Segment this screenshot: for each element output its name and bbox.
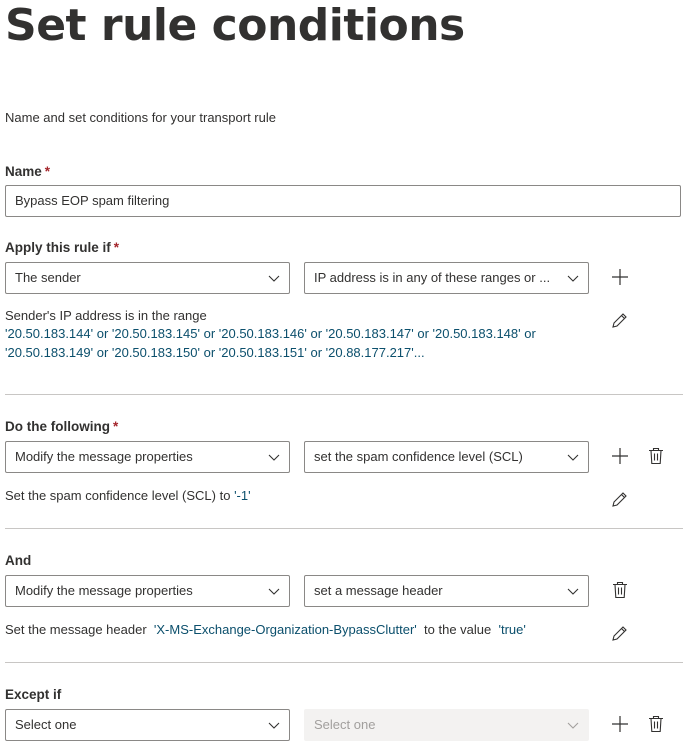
action-type-dropdown[interactable] [304,441,589,473]
chevron-down-icon [268,585,280,597]
delete-action-button[interactable] [645,445,667,467]
add-icon [611,268,629,286]
name-label [5,164,50,179]
section-divider [5,394,683,395]
condition-predicate-dropdown[interactable] [304,262,589,294]
chevron-down-icon [567,451,579,463]
do-following-label [5,419,118,434]
add-icon [611,715,629,733]
delete-icon [648,715,664,733]
delete-and-action-button[interactable] [609,579,631,601]
and-description [5,620,526,639]
section-divider [5,662,683,663]
add-condition-button[interactable] [609,266,631,288]
name-input[interactable]: Bypass EOP spam filtering [5,185,681,217]
action-category-dropdown[interactable] [5,441,290,473]
dropdown-value: Modify the message properties [15,449,193,464]
edit-icon [610,625,628,643]
condition-description: Sender's IP address is in the range [5,308,207,323]
header-value-link[interactable]: 'true' [498,622,526,637]
except-if-label: Except if [5,687,62,702]
and-label: And [5,553,32,568]
exception-subject-dropdown[interactable] [5,709,290,741]
and-description-prefix: Set the message header [5,622,151,637]
dropdown-value: Modify the message properties [15,583,193,598]
apply-if-label-text: Apply this rule if [5,240,111,255]
and-description-mid: to the value [420,622,495,637]
dropdown-value: IP address is in any of these ranges or ... [314,270,551,285]
and-category-dropdown[interactable] [5,575,290,607]
exception-predicate-dropdown [304,709,589,741]
chevron-down-icon [567,272,579,284]
action-description-text: Set the spam confidence level (SCL) to [5,488,235,503]
chevron-down-icon [268,451,280,463]
section-divider [5,528,683,529]
ip-range-link[interactable]: '20.50.183.144' or '20.50.183.145' or '20.50.183.146' or '20.50.183.147' or '20.50.183.148' or '20.50.183.149' or '20.50.183.150' or '20.50.183.151' or '20.88.177.217'... [5,326,536,360]
condition-subject-dropdown[interactable] [5,262,290,294]
add-icon [611,447,629,465]
dropdown-value: set a message header [314,583,443,598]
dropdown-value: Select one [15,717,77,732]
name-label-text: Name [5,164,42,179]
edit-icon [610,491,628,509]
action-description [5,486,251,505]
and-type-dropdown[interactable] [304,575,589,607]
do-following-label-text: Do the following [5,419,110,434]
chevron-down-icon [567,719,579,731]
delete-icon [612,581,628,599]
add-exception-button[interactable] [609,713,631,735]
dropdown-value: set the spam confidence level (SCL) [314,449,523,464]
chevron-down-icon [567,585,579,597]
header-name-link[interactable]: 'X-MS-Exchange-Organization-BypassClutter' [153,622,417,637]
edit-icon [610,312,628,330]
edit-action-button[interactable] [608,489,630,511]
required-mark: * [112,419,119,434]
page-title: Set rule conditions [5,0,465,51]
dropdown-value: The sender [15,270,81,285]
delete-exception-button[interactable] [645,713,667,735]
edit-and-action-button[interactable] [608,623,630,645]
delete-icon [648,447,664,465]
chevron-down-icon [268,272,280,284]
required-mark: * [44,164,51,179]
dropdown-value: Select one [314,717,376,732]
add-action-button[interactable] [609,445,631,467]
required-mark: * [113,240,120,255]
chevron-down-icon [268,719,280,731]
scl-value-link[interactable]: '-1' [234,488,251,503]
page-subtitle: Name and set conditions for your transport rule [5,110,276,125]
apply-if-label [5,240,119,255]
edit-condition-button[interactable] [608,310,630,332]
